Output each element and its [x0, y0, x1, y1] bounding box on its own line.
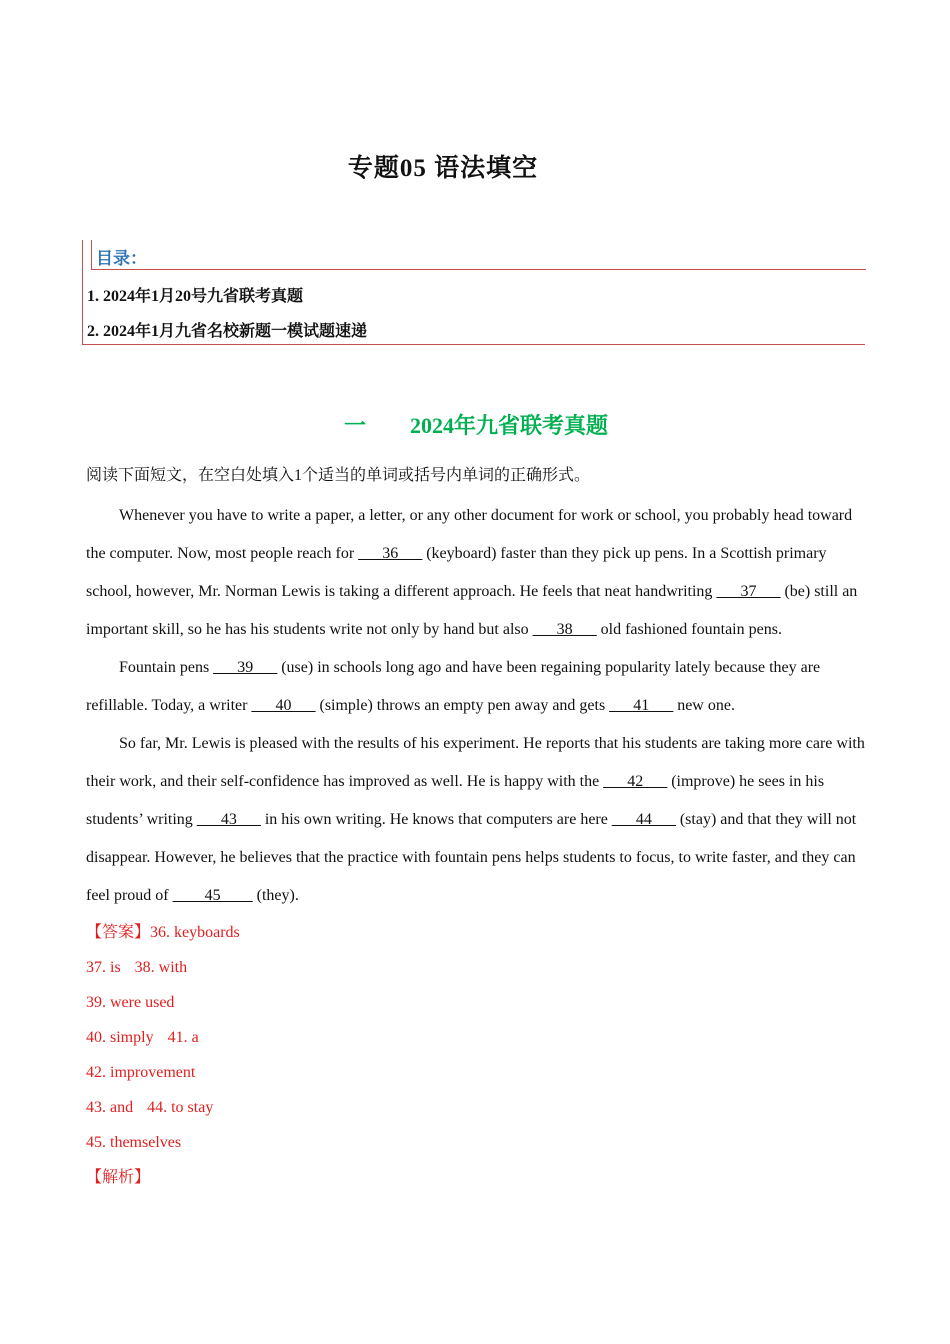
- answer-37: 37. is: [86, 959, 121, 976]
- table-of-contents: [82, 240, 865, 345]
- answer-line-6: [86, 1090, 866, 1125]
- answer-line-4: [86, 1020, 866, 1055]
- answer-39: 39. were used: [86, 994, 175, 1011]
- answer-38: 38. with: [134, 959, 188, 976]
- passage-paragraph-1: [86, 497, 866, 649]
- blank-45: ____45____: [172, 887, 253, 904]
- blank-39: ___39___: [213, 659, 278, 676]
- toc-item-2[interactable]: 2. 2024年1月九省名校新题一模试题速递: [87, 323, 368, 340]
- passage-text: (keyboard) faster than they pick up pens. In a Scottish primary school, however, Mr. Norman Lewis is taking a different approach. He feels that neat handwriting: [86, 545, 827, 600]
- answer-40: 40. simply: [86, 1029, 154, 1046]
- passage-text: (simple) throws an empty pen away and gets: [315, 697, 610, 714]
- answer-36: 36. keyboards: [150, 924, 240, 941]
- section-number: 一: [344, 413, 367, 438]
- answer-41: 41. a: [167, 1029, 199, 1046]
- blank-42: ___42___: [603, 773, 668, 790]
- toc-item-1[interactable]: 1. 2024年1月20号九省联考真题: [87, 288, 304, 305]
- exercise-body: [86, 462, 866, 1195]
- passage-text: (be) still an important skill, so he has his students write not only by hand but also: [86, 583, 858, 638]
- passage-text: in his own writing. He knows that computers are here: [260, 811, 612, 828]
- passage-paragraph-3: [86, 725, 866, 915]
- blank-40: ___40___: [251, 697, 316, 714]
- passage-text: (they).: [252, 887, 299, 904]
- blank-41: ___41___: [609, 697, 674, 714]
- passage-text: old fashioned fountain pens.: [596, 621, 782, 638]
- document-title: 专题05 语法填空: [347, 155, 539, 182]
- passage-text: new one.: [673, 697, 735, 714]
- blank-43: ___43___: [196, 811, 261, 828]
- answer-line-2: [86, 950, 866, 985]
- answer-line-1: [86, 915, 866, 950]
- answer-42: 42. improvement: [86, 1064, 196, 1081]
- answer-line-7: [86, 1125, 866, 1160]
- toc-header-box: [91, 240, 866, 270]
- section-heading: [344, 409, 608, 440]
- answer-44: 44. to stay: [147, 1099, 214, 1116]
- passage-text: Whenever you have to write a paper, a letter, or any other document for work or school, you probably head toward the computer. Now, most people reach for: [86, 507, 853, 562]
- analysis-label: 【解析】: [86, 1169, 151, 1186]
- section-title: 2024年九省联考真题: [410, 413, 609, 438]
- blank-37: ___37___: [716, 583, 781, 600]
- passage-text: So far, Mr. Lewis is pleased with the results of his experiment. He reports that his students are taking more care with their work, and their self-confidence has improved as well. He is happy with the: [86, 735, 865, 790]
- toc-heading: 目录：: [96, 249, 147, 268]
- blank-36: ___36___: [358, 545, 423, 562]
- passage-text: (stay) and that they will not disappear. However, he believes that the practice with fountain pens helps students to focus, to write faster, and they can feel proud of: [86, 811, 857, 904]
- blank-44: ___44___: [611, 811, 676, 828]
- answer-43: 43. and: [86, 1099, 134, 1116]
- passage-paragraph-2: [86, 649, 866, 725]
- passage-text: (use) in schools long ago and have been regaining popularity lately because they are refillable. Today, a writer: [86, 659, 821, 714]
- passage-text: Fountain pens: [119, 659, 214, 676]
- blank-38: ___38___: [532, 621, 597, 638]
- answer-line-5: [86, 1055, 866, 1090]
- answer-45: 45. themselves: [86, 1134, 182, 1151]
- passage-text: (improve) he sees in his students’ writing: [86, 773, 825, 828]
- instruction-text: 阅读下面短文，在空白处填入1个适当的单词或括号内单词的正确形式。: [86, 467, 591, 484]
- answer-line-3: [86, 985, 866, 1020]
- answer-label: 【答案】: [86, 924, 151, 941]
